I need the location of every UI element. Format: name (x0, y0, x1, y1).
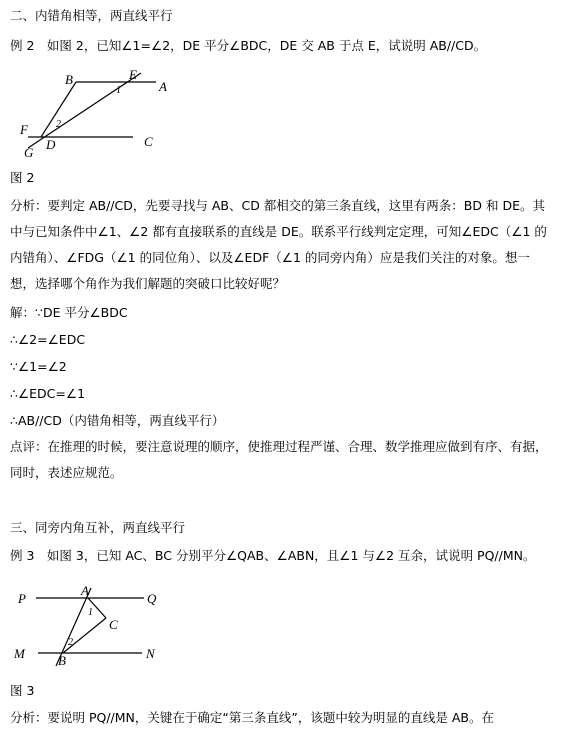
label-D: D (46, 137, 56, 152)
figure-2 (18, 66, 168, 162)
label-N: N (146, 646, 155, 661)
label-P: P (18, 591, 26, 606)
solution-line-5: ∴AB//CD（内错角相等，两直线平行） (10, 413, 225, 428)
analysis-2: 分析：要判定 AB//CD，先要寻找与 AB、CD 都相交的第三条直线，这里有两条：BD 和 DE。其中与已知条件中∠1、∠2 都有直接联系的直线是 DE。联系平行线判定定理，可知∠EDC（∠1 的内错角）、∠FDG（∠1 的同位角）、以及∠EDF（∠1 的同旁内角）应是我们关注的对象。想一想，选择哪个角作为我们解题的突破口比较好呢？ (10, 198, 547, 291)
solution-line-3: ∵∠1=∠2 (10, 359, 67, 374)
figure-3 (10, 582, 170, 672)
section3-heading: 三、同旁内角互补，两直线平行 (10, 520, 186, 535)
label-B: B (65, 72, 73, 87)
angle-1-label: 1 (88, 607, 93, 618)
label-C: C (144, 134, 153, 149)
angle-2-label: 2 (56, 119, 61, 130)
angle-2-label: 2 (68, 637, 73, 648)
label-M: M (14, 646, 25, 661)
section2-heading: 二、内错角相等，两直线平行 (10, 8, 173, 23)
angle-1-label: 1 (116, 85, 121, 96)
label-E: E (129, 67, 137, 82)
analysis-3: 分析：要说明 PQ//MN，关键在于确定“第三条直线”，该题中较为明显的直线是 AB。在 (10, 710, 494, 725)
label-A: A (159, 79, 167, 94)
figure-2-caption: 图 2 (10, 170, 35, 185)
example3-statement: 例 3 如图 3，已知 AC、BC 分别平分∠QAB、∠ABN，且∠1 与∠2 互余，试说明 PQ//MN。 (10, 548, 536, 563)
label-C: C (109, 617, 118, 632)
label-A: A (81, 583, 89, 598)
figure-3-caption: 图 3 (10, 683, 35, 698)
label-B: B (58, 653, 66, 668)
solution-line-4: ∴∠EDC=∠1 (10, 386, 86, 401)
comment-2: 点评：在推理的时候，要注意说理的顺序，使推理过程严谨、合理、数学推理应做到有序、有据，同时，表述应规范。 (10, 439, 548, 480)
label-F: F (20, 122, 28, 137)
example2-statement: 例 2 如图 2，已知∠1=∠2，DE 平分∠BDC，DE 交 AB 于点 E，试说明 AB//CD。 (10, 38, 487, 53)
solution-line-2: ∴∠2=∠EDC (10, 332, 86, 347)
label-G: G (24, 145, 34, 160)
label-Q: Q (147, 591, 157, 606)
solution-line-1: 解：∵DE 平分∠BDC (10, 305, 128, 320)
